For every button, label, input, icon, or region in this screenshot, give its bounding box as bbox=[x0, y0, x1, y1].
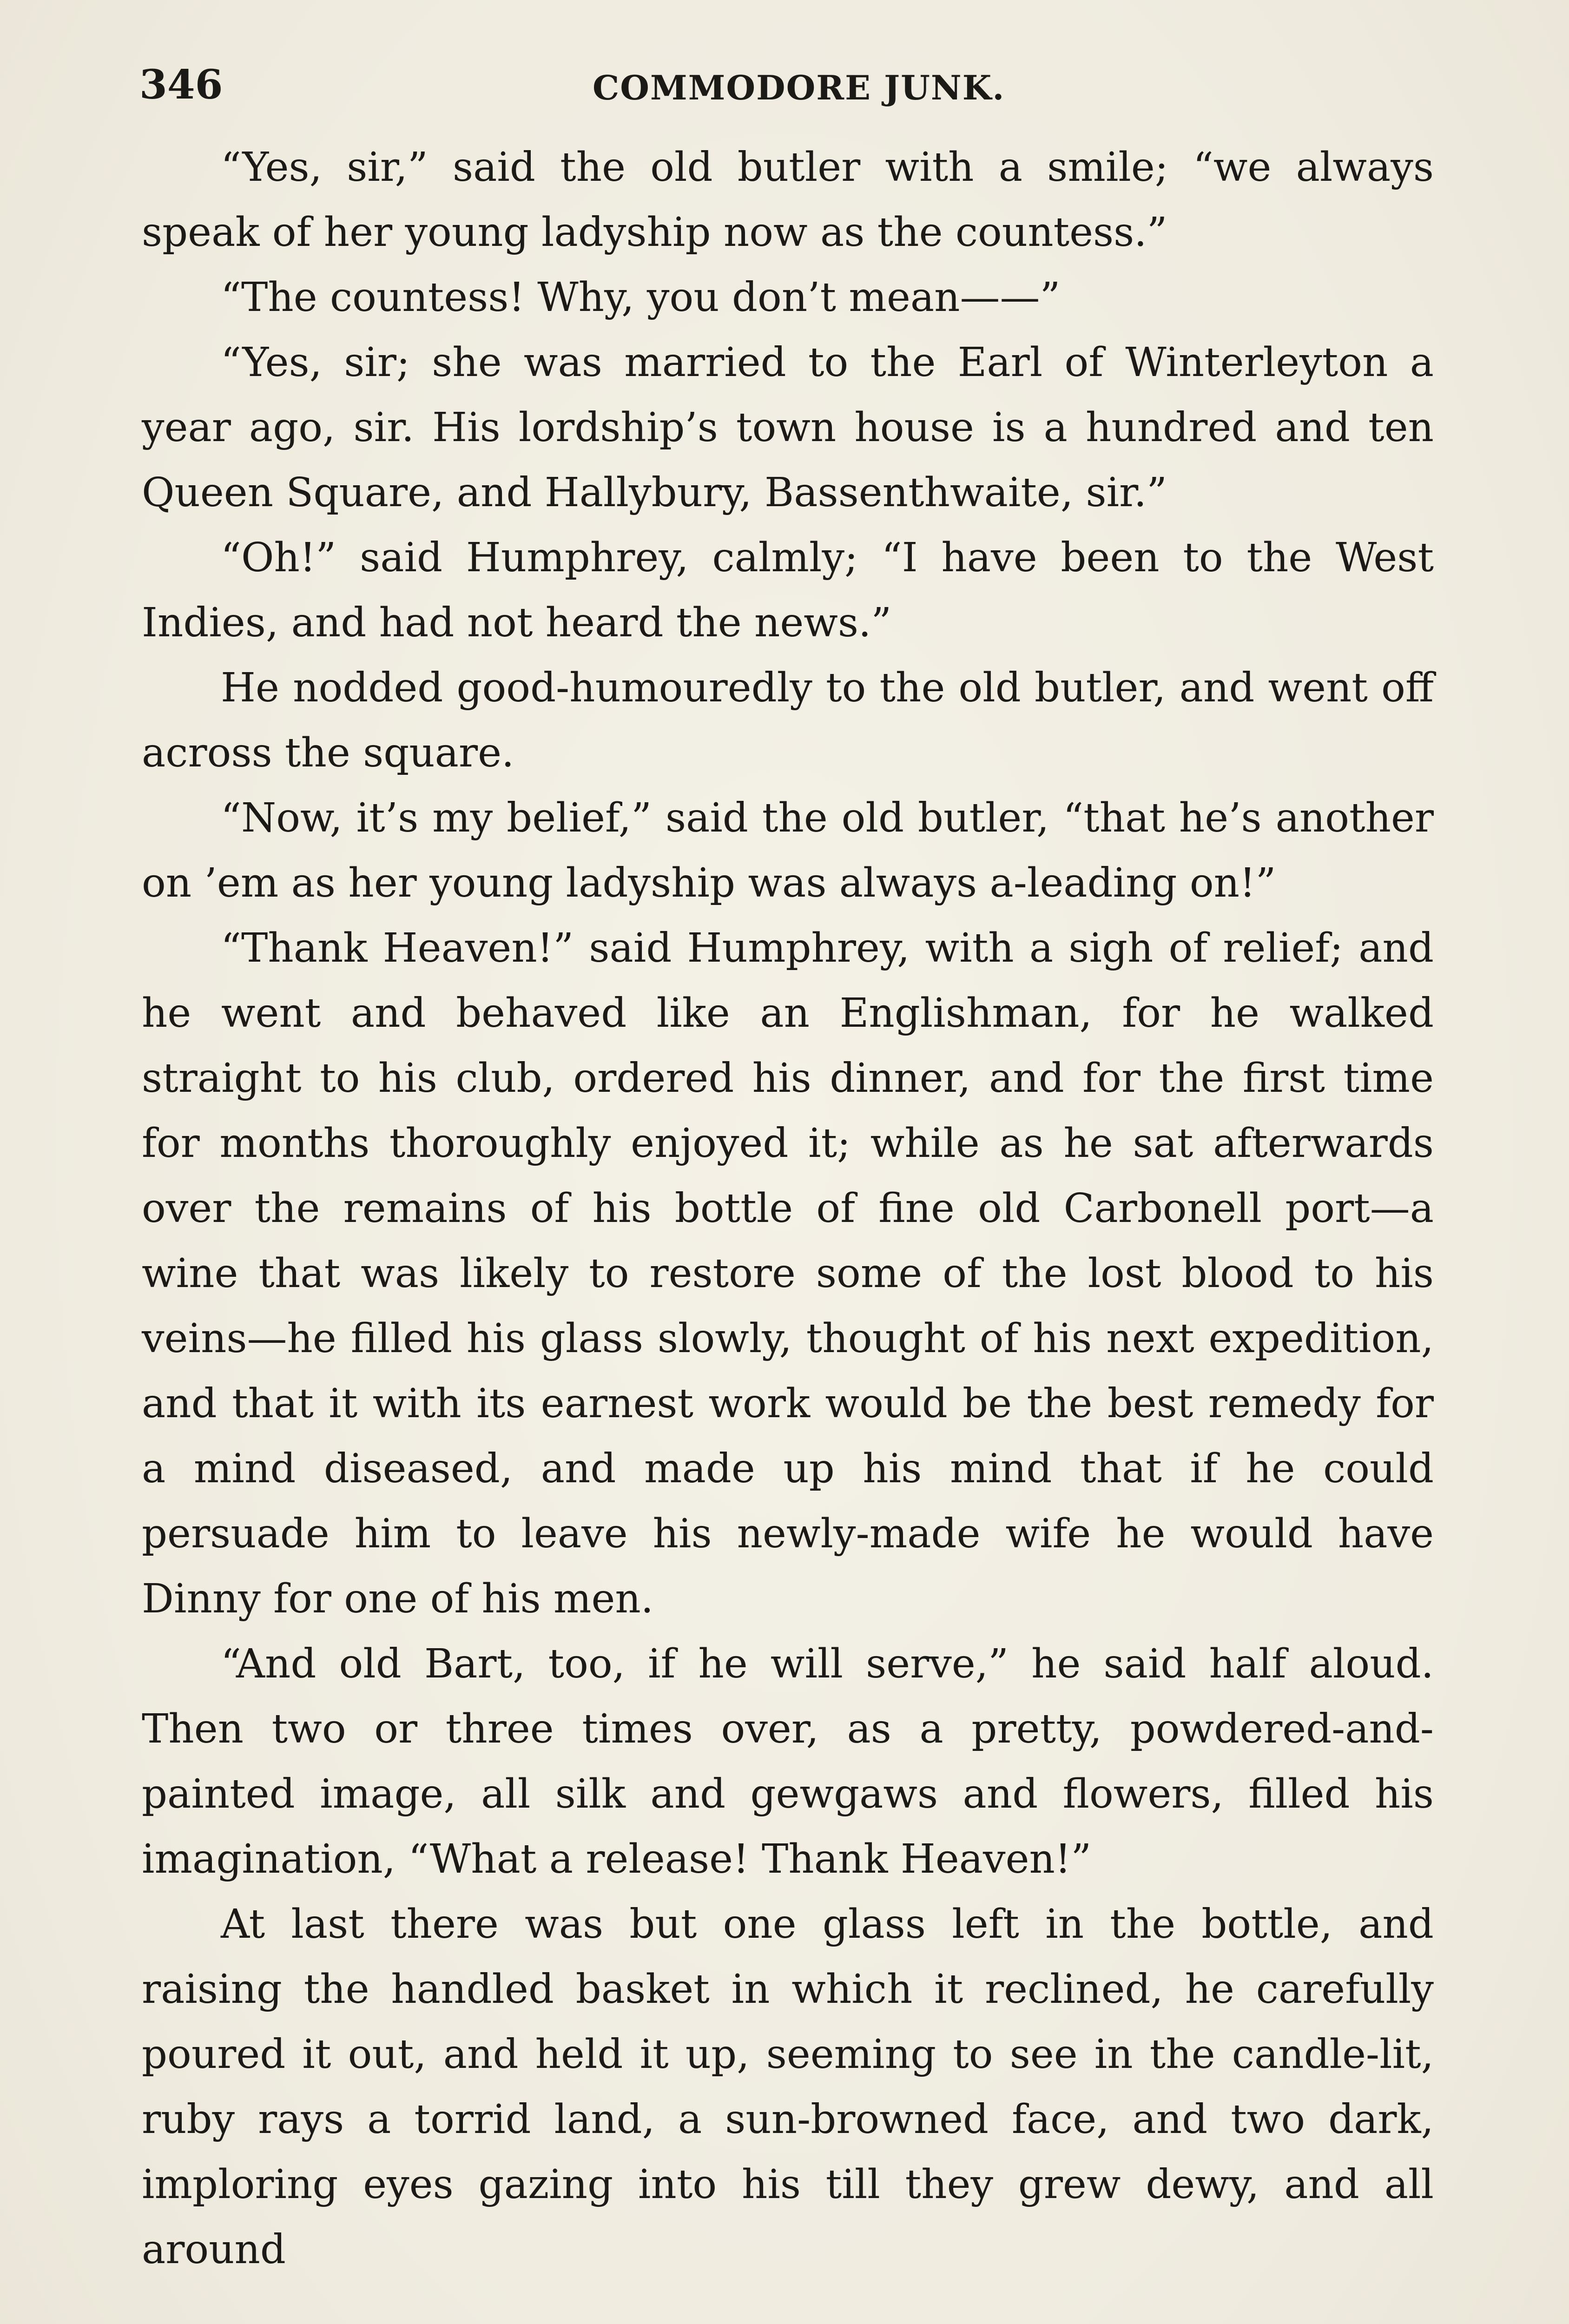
paragraph-2: “The countess! Why, you don’t mean——” bbox=[221, 274, 1061, 321]
paragraph-6: “Now, it’s my belief,” said the old butler, “that he’s another on ’em as her young ladyship was always a-leading on!” bbox=[142, 795, 1434, 906]
paragraph-4: “Oh!” said Humphrey, calmly; “I have been to the West Indies, and had not heard the news.” bbox=[142, 535, 1434, 646]
running-head bbox=[139, 55, 1441, 115]
running-title: COMMODORE JUNK. bbox=[593, 68, 1005, 107]
paragraph-5: He nodded good-humouredly to the old butler, and went off across the square. bbox=[142, 665, 1434, 776]
page-number: 346 bbox=[139, 61, 223, 108]
paragraph-8: “And old Bart, too, if he will serve,” he said half aloud. Then two or three times over, as a pretty, powdered-and-painted image, all silk and gewgaws and flowers, filled his imagination, “What a release! Thank Heaven!” bbox=[142, 1641, 1434, 1882]
body-text bbox=[142, 135, 1434, 2282]
paragraph-1: “Yes, sir,” said the old butler with a smile; “we always speak of her young ladyship now as the countess.” bbox=[142, 144, 1434, 256]
paragraph-9: At last there was but one glass left in the bottle, and raising the handled basket in which it reclined, he carefully poured it out, and held it up, seeming to see in the candle-lit, ruby rays a torrid land, a sun-browned face, and two dark, imploring eyes gazing into his till they grew dewy, and all around bbox=[142, 1901, 1434, 2273]
paragraph-3: “Yes, sir; she was married to the Earl of Winterleyton a year ago, sir. His lordship’s town house is a hundred and ten Queen Square, and Hallybury, Bassenthwaite, sir.” bbox=[142, 339, 1434, 516]
paragraph-7: “Thank Heaven!” said Humphrey, with a sigh of relief; and he went and behaved like an Englishman, for he walked straight to his club, ordered his dinner, and for the first time for months thoroughly enjoyed it; while as he sat afterwards over the remains of his bottle of fine old Carbonell port—a wine that was likely to restore some of the lost blood to his veins—he filled his glass slowly, thought of his next expedition, and that it with its earnest work would be the best remedy for a mind diseased, and made up his mind that if he could persuade him to leave his newly-made wife he would have Dinny for one of his men. bbox=[142, 925, 1434, 1622]
